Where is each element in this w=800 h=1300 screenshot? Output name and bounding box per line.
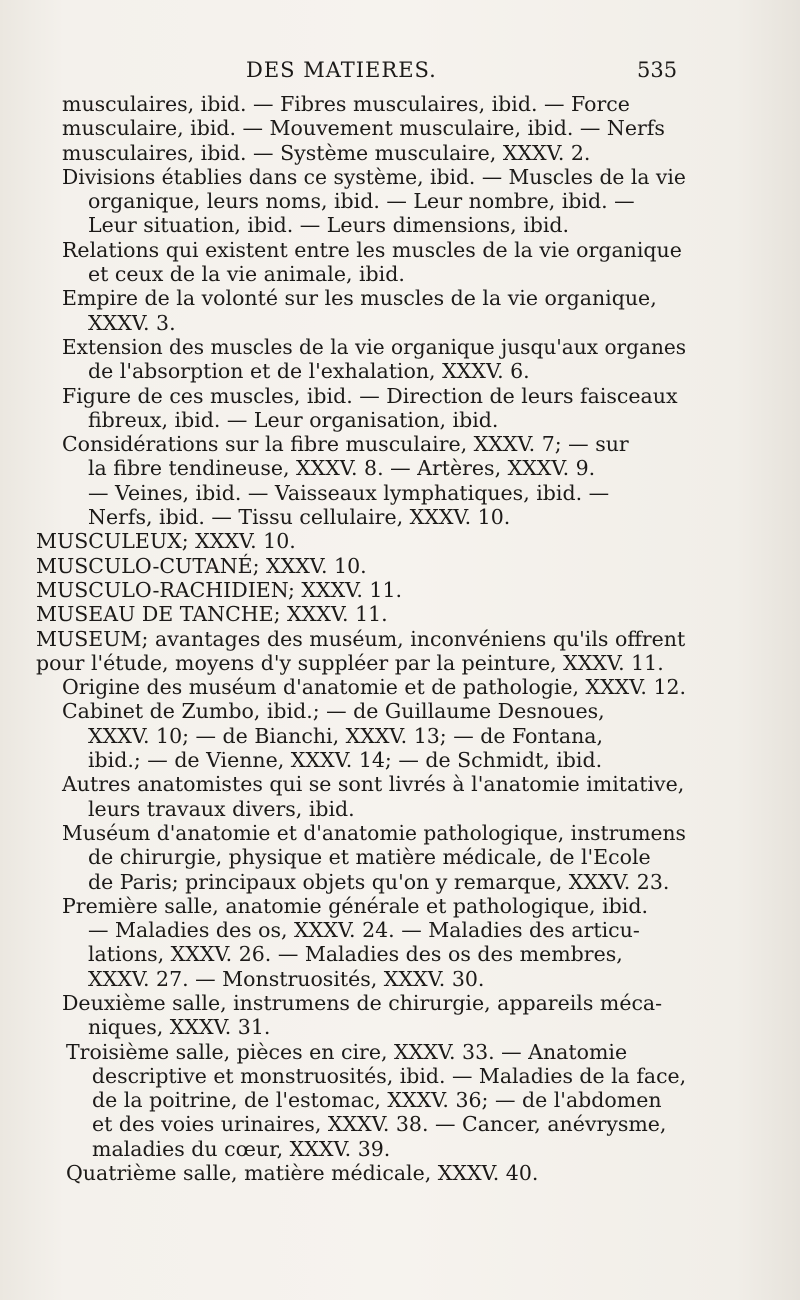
index-line: XXXV. 3. [88,310,176,335]
index-heading-entry [36,602,686,626]
index-line: lations, XXXV. 26. — Maladies des os des membres, [88,942,623,967]
index-subentry [62,165,686,238]
index-line: MUSCULEUX; XXXV. 10. [36,529,296,554]
index-subentry [62,238,686,287]
page-header [0,58,800,88]
index-line: de chirurgie, physique et matière médicale, de l'Ecole [88,845,651,870]
index-line: et ceux de la vie animale, ibid. [88,262,405,287]
index-line: Considérations sur la fibre musculaire, XXXV. 7; — sur [62,432,629,457]
index-subentry [62,699,686,772]
index-line: Nerfs, ibid. — Tissu cellulaire, XXXV. 10. [88,505,511,530]
index-line: Quatrième salle, matière médicale, XXXV. 40. [66,1161,539,1186]
index-line: Muséum d'anatomie et d'anatomie pathologique, instrumens [62,820,686,845]
index-line: Leur situation, ibid. — Leurs dimensions, ibid. [88,213,570,238]
index-line: Divisions établies dans ce système, ibid. — Muscles de la vie [62,164,686,189]
index-line: pour l'étude, moyens d'y suppléer par la peinture, XXXV. 11. [36,650,664,675]
index-line: Relations qui existent entre les muscles de la vie organique [62,237,682,262]
index-heading-entry [36,627,686,676]
index-line: musculaires, ibid. — Fibres musculaires, ibid. — Force [62,92,630,116]
index-line: fibreux, ibid. — Leur organisation, ibid. [88,407,499,432]
index-line: musculaire, ibid. — Mouvement musculaire, ibid. — Nerfs [62,116,665,141]
index-line: MUSCULO-CUTANÉ; XXXV. 10. [36,553,367,578]
index-line: de la poitrine, de l'estomac, XXXV. 36; — de l'abdomen [92,1088,662,1113]
index-line: XXXV. 10; — de Bianchi, XXXV. 13; — de Fontana, [88,723,604,748]
index-line: Empire de la volonté sur les muscles de la vie organique, [62,286,657,311]
index-subentry [62,384,686,433]
index-heading-entry [36,578,686,602]
index-subentry [62,335,686,384]
index-line: Deuxième salle, instrumens de chirurgie, appareils méca- [62,990,663,1015]
index-line: Troisième salle, pièces en cire, XXXV. 33. — Anatomie [66,1039,628,1064]
index-line: XXXV. 27. — Monstruosités, XXXV. 30. [88,966,485,991]
index-line: ibid.; — de Vienne, XXXV. 14; — de Schmidt, ibid. [88,748,603,773]
index-subentry [62,675,686,699]
index-subentry [62,432,686,529]
index-heading-entry [36,529,686,553]
index-line: la fibre tendineuse, XXXV. 8. — Artères, XXXV. 9. [88,456,596,481]
index-body [0,92,800,1185]
index-line: organique, leurs noms, ibid. — Leur nombre, ibid. — [88,189,635,214]
index-subentry [66,1040,686,1161]
index-line: MUSEAU DE TANCHE; XXXV. 11. [36,602,388,627]
index-line: de Paris; principaux objets qu'on y remarque, XXXV. 23. [88,869,670,894]
index-line: MUSCULO-RACHIDIEN; XXXV. 11. [36,577,403,602]
index-line: et des voies urinaires, XXXV. 38. — Cancer, anévrysme, [92,1112,667,1137]
index-subentry [62,894,686,991]
index-line: descriptive et monstruosités, ibid. — Maladies de la face, [91,1063,687,1088]
index-heading-entry [36,554,686,578]
index-line: Origine des muséum d'anatomie et de pathologie, XXXV. 12. [62,675,686,700]
index-line: musculaires, ibid. — Système musculaire, XXXV. 2. [62,140,591,165]
index-line: MUSEUM; avantages des muséum, inconvéniens qu'ils offrent [36,626,686,651]
index-line: maladies du cœur, XXXV. 39. [92,1136,391,1161]
page-number: 535 [637,58,678,82]
index-subentry [62,821,686,894]
index-subentry [66,1161,686,1185]
index-line: Extension des muscles de la vie organique jusqu'aux organes [62,334,687,359]
index-line: niques, XXXV. 31. [88,1015,271,1040]
running-title: DES MATIERES. [246,58,437,82]
index-line: — Veines, ibid. — Vaisseaux lymphatiques, ibid. — [88,480,610,505]
index-line: leurs travaux divers, ibid. [88,796,355,821]
index-subentry [62,772,686,821]
index-subentry [62,991,686,1040]
index-subentry [62,286,686,335]
index-line: Autres anatomistes qui se sont livrés à l'anatomie imitative, [62,772,685,797]
index-line: Cabinet de Zumbo, ibid.; — de Guillaume Desnoues, [62,699,605,724]
index-line: — Maladies des os, XXXV. 24. — Maladies des articu- [88,918,640,943]
index-subentry [62,92,686,165]
index-line: Figure de ces muscles, ibid. — Direction de leurs faisceaux [62,383,678,408]
index-line: de l'absorption et de l'exhalation, XXXV. 6. [88,359,530,384]
index-line: Première salle, anatomie générale et pathologique, ibid. [62,893,648,918]
